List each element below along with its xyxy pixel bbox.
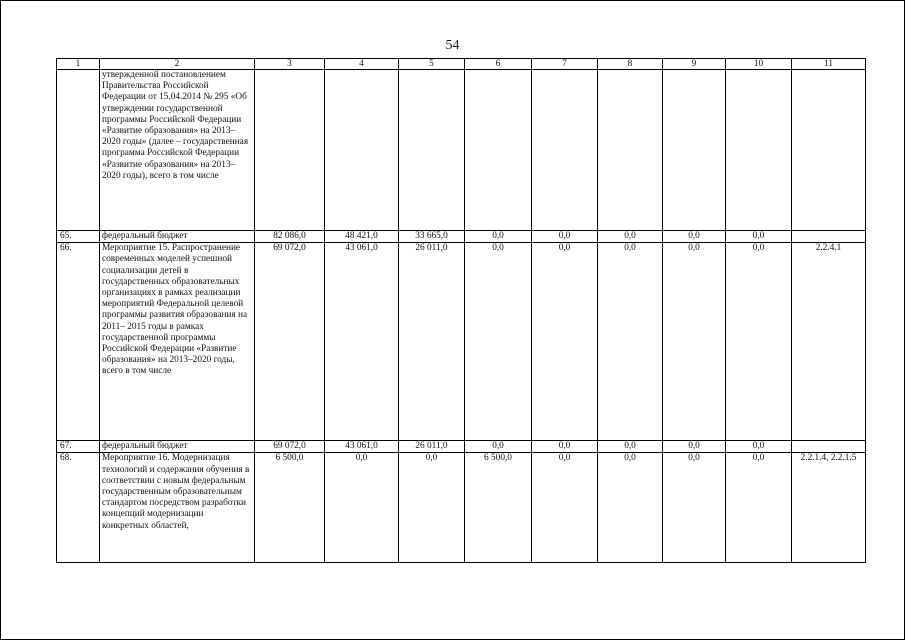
row-value [255, 70, 325, 231]
table-row [57, 453, 866, 563]
row-number: 67. [57, 441, 100, 453]
row-value: 0,0 [399, 453, 465, 563]
row-value [399, 70, 465, 231]
row-value: 26 011,0 [399, 243, 465, 441]
row-value: 43 061,0 [325, 243, 399, 441]
row-value: 0,0 [532, 453, 598, 563]
row-value: 0,0 [598, 231, 663, 243]
row-value: 0,0 [726, 231, 792, 243]
column-header: 4 [325, 59, 399, 70]
header-row [57, 59, 866, 70]
row-number: 68. [57, 453, 100, 563]
column-header: 9 [663, 59, 726, 70]
column-header: 1 [57, 59, 100, 70]
row-value [465, 70, 532, 231]
row-description: федеральный бюджет [100, 231, 255, 243]
row-value: 0,0 [726, 453, 792, 563]
row-value: 0,0 [663, 243, 726, 441]
row-value: 0,0 [465, 441, 532, 453]
row-description: Мероприятие 16. Модернизация технологий и содержания обучения в соответствии с новым федеральным государственным образовательным стандартом посредством разработки концепций модернизации конкретных областей, [100, 453, 255, 563]
row-value: 0,0 [726, 441, 792, 453]
row-value: 6 500,0 [465, 453, 532, 563]
row-value: 0,0 [663, 453, 726, 563]
column-header: 5 [399, 59, 465, 70]
row-number: 65. [57, 231, 100, 243]
row-value: 69 072,0 [255, 441, 325, 453]
row-code [792, 70, 866, 231]
row-code: 2.2.4.1 [792, 243, 866, 441]
row-value: 0,0 [663, 231, 726, 243]
row-value: 0,0 [465, 231, 532, 243]
row-value: 43 061,0 [325, 441, 399, 453]
row-value: 0,0 [325, 453, 399, 563]
row-value: 6 500,0 [255, 453, 325, 563]
table-row [57, 231, 866, 243]
table-row [57, 70, 866, 231]
row-description: федеральный бюджет [100, 441, 255, 453]
row-value: 0,0 [663, 441, 726, 453]
row-value: 0,0 [465, 243, 532, 441]
budget-table [56, 58, 866, 563]
row-value [663, 70, 726, 231]
row-value: 33 665,0 [399, 231, 465, 243]
row-value [325, 70, 399, 231]
row-value [726, 70, 792, 231]
row-value: 0,0 [598, 243, 663, 441]
row-number [57, 70, 100, 231]
row-description: утвержденной постановлением Правительства Российской Федерации от 15.04.2014 № 295 «Об утверждении государственной программы Российской Федерации «Развитие образования» на 2013–2020 годы» (далее – государственная программа Российской Федерации «Развитие образования» на 2013–2020 годы), всего в том числе [100, 70, 255, 231]
column-header: 3 [255, 59, 325, 70]
page-number: 54 [445, 38, 460, 53]
row-value: 0,0 [532, 441, 598, 453]
row-value: 0,0 [532, 243, 598, 441]
row-value [532, 70, 598, 231]
column-header: 2 [100, 59, 255, 70]
row-value: 0,0 [726, 243, 792, 441]
table-row [57, 441, 866, 453]
row-value [598, 70, 663, 231]
column-header: 11 [792, 59, 866, 70]
row-description: Мероприятие 15. Распространение современных моделей успешной социализации детей в государственных образовательных организациях в рамках реализации мероприятий Федеральной целевой программы развития образования на 2011– 2015 годы в рамках государственной программы Российской Федерации «Развитие образования» на 2013–2020 годы, всего в том числе [100, 243, 255, 441]
row-value: 69 072,0 [255, 243, 325, 441]
row-code [792, 441, 866, 453]
row-value: 26 011,0 [399, 441, 465, 453]
row-code [792, 231, 866, 243]
column-header: 7 [532, 59, 598, 70]
row-number: 66. [57, 243, 100, 441]
column-header: 8 [598, 59, 663, 70]
row-value: 82 086,0 [255, 231, 325, 243]
row-value: 0,0 [532, 231, 598, 243]
table-row [57, 243, 866, 441]
row-value: 48 421,0 [325, 231, 399, 243]
row-value: 0,0 [598, 453, 663, 563]
row-value: 0,0 [598, 441, 663, 453]
column-header: 6 [465, 59, 532, 70]
column-header: 10 [726, 59, 792, 70]
row-code: 2.2.1.4, 2.2.1.5 [792, 453, 866, 563]
